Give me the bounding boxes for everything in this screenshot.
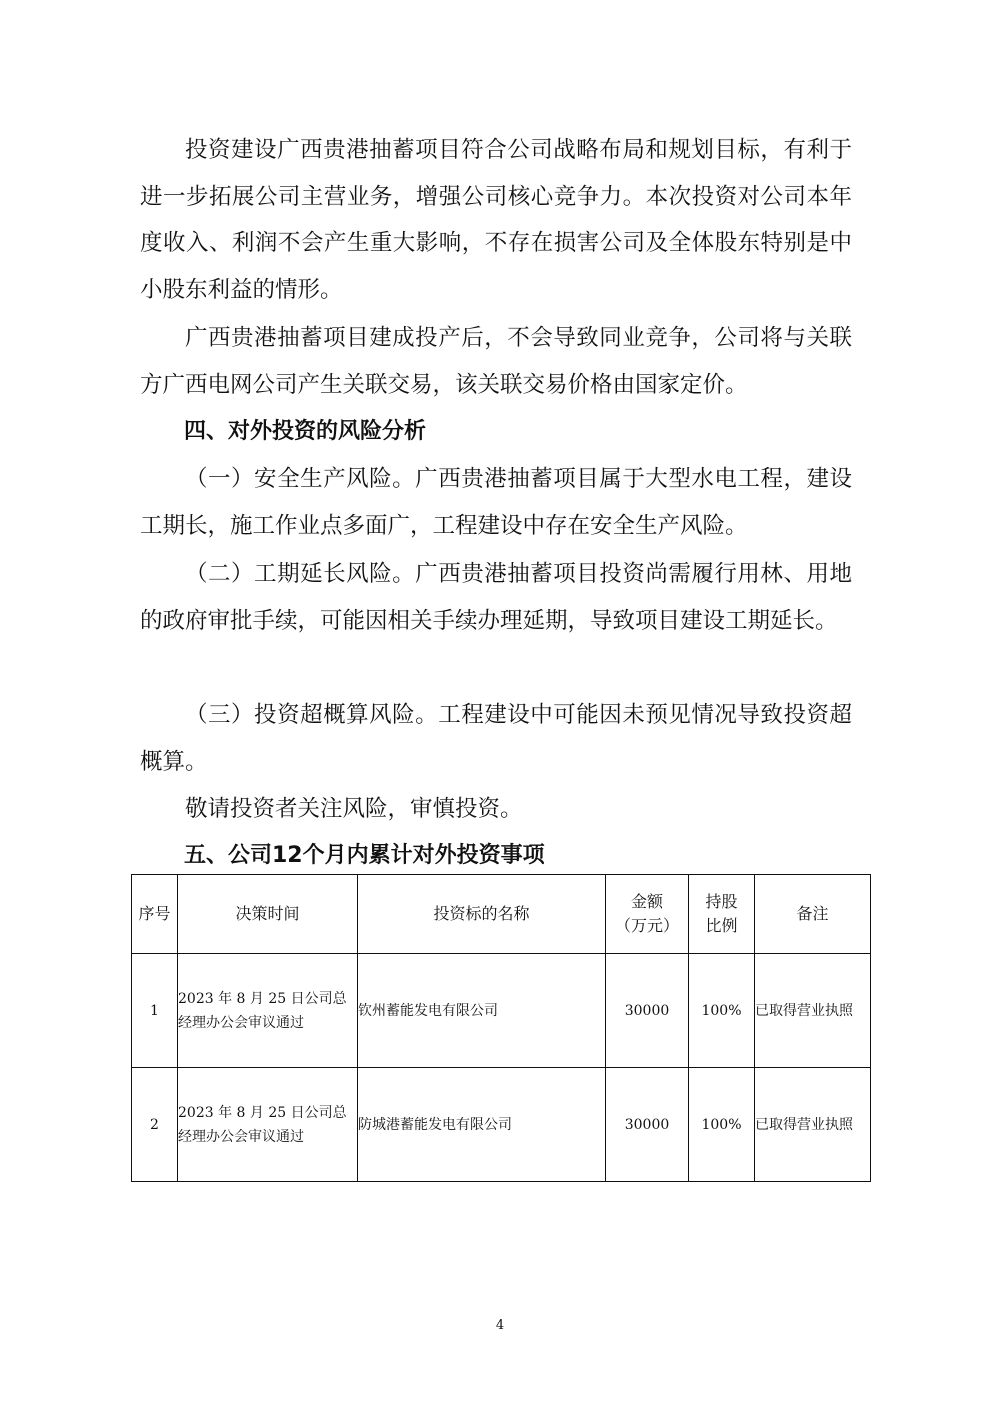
header-decision-date: 决策时间 — [178, 875, 358, 954]
cell-share-ratio: 100% — [689, 1068, 755, 1182]
cell-remark: 已取得营业执照 — [755, 1068, 871, 1182]
cell-seq: 2 — [132, 1068, 178, 1182]
header-target-name: 投资标的名称 — [358, 875, 606, 954]
investment-table — [131, 874, 871, 1182]
cell-seq: 1 — [132, 954, 178, 1068]
paragraph-schedule-risk: （二）工期延长风险。广西贵港抽蓄项目投资尚需履行用林、用地的政府审批手续，可能因相关手续办理延期，导致项目建设工期延长。 — [140, 561, 852, 634]
cell-remark: 已取得营业执照 — [755, 954, 871, 1068]
paragraph-investment-strategy: 投资建设广西贵港抽蓄项目符合公司战略布局和规划目标，有利于进一步拓展公司主营业务，增强公司核心竞争力。本次投资对公司本年度收入、利润不会产生重大影响，不存在损害公司及全体股东特别是中小股东利益的情形。 — [140, 137, 852, 303]
paragraph-safety-risk: （一）安全生产风险。广西贵港抽蓄项目属于大型水电工程，建设工期长，施工作业点多面广，工程建设中存在安全生产风险。 — [140, 466, 852, 539]
heading-risk-analysis: 四、对外投资的风险分析 — [184, 419, 427, 444]
header-amount-line1: 金额 — [630, 892, 663, 911]
cell-decision-date: 2023 年 8 月 25 日公司总经理办公会审议通过 — [178, 954, 358, 1068]
cell-decision-date: 2023 年 8 月 25 日公司总经理办公会审议通过 — [178, 1068, 358, 1182]
header-amount — [606, 875, 689, 954]
header-remark: 备注 — [755, 875, 871, 954]
cell-target-name: 钦州蓄能发电有限公司 — [358, 954, 606, 1068]
cell-amount: 30000 — [606, 1068, 689, 1182]
page-number: 4 — [495, 1318, 505, 1333]
header-amount-line2: （万元） — [614, 916, 679, 935]
paragraph-related-transaction: 广西贵港抽蓄项目建成投产后，不会导致同业竞争，公司将与关联方广西电网公司产生关联交易，该关联交易价格由国家定价。 — [140, 325, 852, 398]
heading-cumulative-investment: 五、公司12个月内累计对外投资事项 — [184, 843, 545, 868]
cell-target-name: 防城港蓄能发电有限公司 — [358, 1068, 606, 1182]
header-seq: 序号 — [132, 875, 178, 954]
cell-amount: 30000 — [606, 954, 689, 1068]
cell-share-ratio: 100% — [689, 954, 755, 1068]
header-share-line2: 比例 — [705, 916, 738, 935]
paragraph-risk-notice: 敬请投资者关注风险，审慎投资。 — [185, 796, 523, 822]
header-share-ratio — [689, 875, 755, 954]
paragraph-budget-risk: （三）投资超概算风险。工程建设中可能因未预见情况导致投资超概算。 — [140, 702, 852, 775]
table-header-row — [132, 875, 871, 954]
table-row — [132, 954, 871, 1068]
header-share-line1: 持股 — [705, 892, 738, 911]
table-row — [132, 1068, 871, 1182]
